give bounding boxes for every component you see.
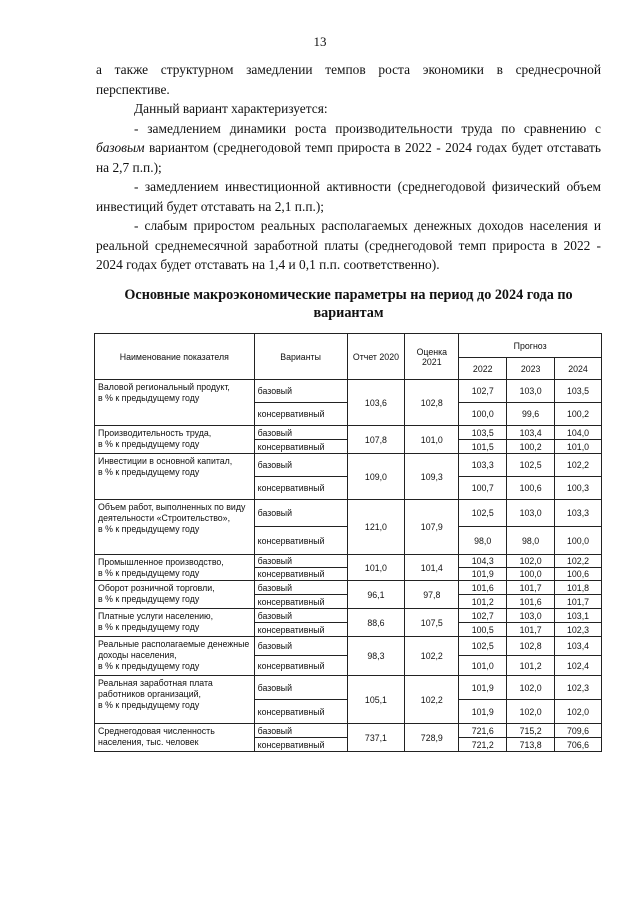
forecast-2023-value: 102,0 [507,700,555,724]
forecast-2024-value: 101,0 [555,440,602,454]
forecast-2024-value: 104,0 [555,426,602,440]
forecast-2024-value: 102,4 [555,656,602,676]
forecast-2024-value: 102,2 [555,454,602,477]
forecast-2022-value: 101,6 [459,581,507,595]
table-row [95,581,602,595]
variant-label: консервативный [254,700,347,724]
table-row [95,380,602,403]
report-2020-value: 737,1 [347,724,405,752]
table-row [95,609,602,623]
header-year-2023: 2023 [507,358,555,380]
forecast-2023-value: 101,7 [507,623,555,637]
forecast-2022-value: 103,5 [459,426,507,440]
forecast-2022-value: 100,7 [459,477,507,500]
paragraph-continuation: а также структурном замедлении темпов роста экономики в среднесрочной перспективе. [96,62,601,97]
forecast-2022-value: 102,5 [459,637,507,656]
paragraph-productivity-post: вариантом (среднегодовой темп прироста в 2022 - 2024 годах будет отставать на 2,7 п.п.); [96,140,601,175]
table-title: Основные макроэкономические параметры на период до 2024 года по вариантам [124,287,573,321]
report-2020-value: 107,8 [347,426,405,454]
table-body [95,380,602,752]
forecast-2024-value: 100,2 [555,403,602,426]
forecast-2022-value: 721,6 [459,724,507,738]
forecast-2023-value: 713,8 [507,738,555,752]
report-2020-value: 88,6 [347,609,405,637]
variant-label: консервативный [254,738,347,752]
forecast-2022-value: 100,5 [459,623,507,637]
report-2020-value: 103,6 [347,380,405,426]
forecast-2022-value: 101,5 [459,440,507,454]
header-year-2024: 2024 [555,358,602,380]
forecast-2022-value: 102,7 [459,380,507,403]
forecast-2022-value: 102,7 [459,609,507,623]
report-2020-value: 109,0 [347,454,405,500]
forecast-2024-value: 101,8 [555,581,602,595]
paragraph-productivity-emphasis: базовым [96,140,145,155]
forecast-2023-value: 103,0 [507,609,555,623]
forecast-2023-value: 102,0 [507,676,555,700]
variant-label: консервативный [254,656,347,676]
forecast-2024-value: 102,3 [555,676,602,700]
header-estimate-2021: Оценка 2021 [405,334,459,380]
estimate-2021-value: 102,8 [405,380,459,426]
variant-label: консервативный [254,440,347,454]
variant-label: базовый [254,581,347,595]
forecast-2023-value: 101,6 [507,595,555,609]
variant-label: базовый [254,637,347,656]
forecast-2023-value: 99,6 [507,403,555,426]
variant-label: базовый [254,454,347,477]
report-2020-value: 105,1 [347,676,405,724]
forecast-2022-value: 721,2 [459,738,507,752]
table-row [95,426,602,440]
variant-label: базовый [254,609,347,623]
forecast-2022-value: 101,9 [459,700,507,724]
header-year-2022: 2022 [459,358,507,380]
table-row [95,724,602,738]
paragraph-productivity [96,119,601,178]
estimate-2021-value: 97,8 [405,581,459,609]
forecast-2023-value: 98,0 [507,527,555,555]
table-row [95,676,602,700]
forecast-2024-value: 100,3 [555,477,602,500]
macro-parameters-table [94,333,602,752]
header-report-2020: Отчет 2020 [347,334,405,380]
forecast-2022-value: 103,3 [459,454,507,477]
forecast-2024-value: 100,6 [555,568,602,581]
table-row [95,637,602,656]
forecast-2024-value: 100,0 [555,527,602,555]
forecast-2023-value: 103,0 [507,380,555,403]
estimate-2021-value: 728,9 [405,724,459,752]
variant-label: консервативный [254,477,347,500]
header-variants: Варианты [254,334,347,380]
indicator-name: Оборот розничной торговли, в % к предыдущему году [95,581,255,609]
variant-label: базовый [254,380,347,403]
forecast-2022-value: 101,9 [459,568,507,581]
forecast-2024-value: 709,6 [555,724,602,738]
variant-label: консервативный [254,568,347,581]
forecast-2023-value: 100,2 [507,440,555,454]
indicator-name: Промышленное производство, в % к предыдущему году [95,555,255,581]
variant-label: базовый [254,724,347,738]
estimate-2021-value: 101,4 [405,555,459,581]
forecast-2023-value: 102,0 [507,555,555,568]
estimate-2021-value: 102,2 [405,676,459,724]
header-indicator-name: Наименование показателя [95,334,255,380]
indicator-name: Реальная заработная плата работников организаций, в % к предыдущему году [95,676,255,724]
report-2020-value: 98,3 [347,637,405,676]
forecast-2023-value: 101,7 [507,581,555,595]
header-forecast: Прогноз [459,334,602,358]
variant-label: консервативный [254,403,347,426]
indicator-name: Платные услуги населению, в % к предыдущему году [95,609,255,637]
variant-label: базовый [254,500,347,527]
forecast-2024-value: 103,5 [555,380,602,403]
page-number: 13 [313,34,327,49]
forecast-2023-value: 102,5 [507,454,555,477]
estimate-2021-value: 101,0 [405,426,459,454]
forecast-2022-value: 101,0 [459,656,507,676]
indicator-name: Валовой региональный продукт, в % к предыдущему году [95,380,255,426]
forecast-2024-value: 103,1 [555,609,602,623]
forecast-2022-value: 98,0 [459,527,507,555]
indicator-name: Среднегодовая численность населения, тыс. человек [95,724,255,752]
estimate-2021-value: 109,3 [405,454,459,500]
indicator-name: Инвестиции в основной капитал, в % к предыдущему году [95,454,255,500]
variant-label: базовый [254,676,347,700]
forecast-2022-value: 101,2 [459,595,507,609]
indicator-name: Реальные располагаемые денежные доходы населения, в % к предыдущему году [95,637,255,676]
forecast-2022-value: 102,5 [459,500,507,527]
indicator-name: Объем работ, выполненных по виду деятельности «Строительство», в % к предыдущему году [95,500,255,555]
paragraph-variant-intro: Данный вариант характеризуется: [134,101,328,116]
forecast-2024-value: 102,3 [555,623,602,637]
estimate-2021-value: 102,2 [405,637,459,676]
report-2020-value: 101,0 [347,555,405,581]
forecast-2023-value: 715,2 [507,724,555,738]
estimate-2021-value: 107,9 [405,500,459,555]
forecast-2023-value: 101,2 [507,656,555,676]
forecast-2022-value: 101,9 [459,676,507,700]
estimate-2021-value: 107,5 [405,609,459,637]
forecast-2024-value: 103,3 [555,500,602,527]
table-row [95,555,602,568]
variant-label: консервативный [254,527,347,555]
table-row [95,500,602,527]
report-2020-value: 121,0 [347,500,405,555]
report-2020-value: 96,1 [347,581,405,609]
forecast-2024-value: 706,6 [555,738,602,752]
forecast-2023-value: 103,4 [507,426,555,440]
paragraph-income: - слабым приростом реальных располагаемых денежных доходов населения и реальной среднемесячной заработной платы (среднегодовой темп прироста в 2022 - 2024 годах будет отставать на 1,4 и 0,1 п.п. соответственно). [96,218,601,272]
table-row [95,454,602,477]
forecast-2022-value: 100,0 [459,403,507,426]
forecast-2023-value: 102,8 [507,637,555,656]
paragraph-investment: - замедлением инвестиционной активности (среднегодовой физический объем инвестиций будет отставать на 2,1 п.п.); [96,179,601,214]
forecast-2022-value: 104,3 [459,555,507,568]
forecast-2024-value: 103,4 [555,637,602,656]
variant-label: консервативный [254,595,347,609]
forecast-2023-value: 100,6 [507,477,555,500]
forecast-2024-value: 102,0 [555,700,602,724]
forecast-2024-value: 102,2 [555,555,602,568]
paragraph-productivity-pre: - замедлением динамики роста производительности труда по сравнению с [134,120,601,136]
variant-label: консервативный [254,623,347,637]
variant-label: базовый [254,426,347,440]
forecast-2023-value: 100,0 [507,568,555,581]
indicator-name: Производительность труда, в % к предыдущему году [95,426,255,454]
forecast-2023-value: 103,0 [507,500,555,527]
forecast-2024-value: 101,7 [555,595,602,609]
variant-label: базовый [254,555,347,568]
